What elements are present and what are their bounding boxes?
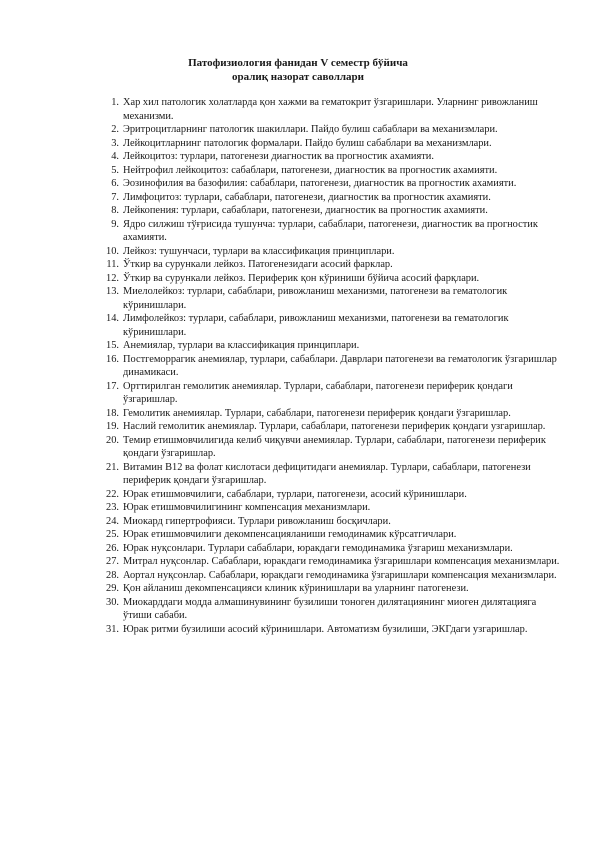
question-number: 5. xyxy=(111,164,119,176)
question-text: Анемиялар, турлари ва классификация принциплари. xyxy=(123,340,360,351)
list-item xyxy=(100,623,560,637)
question-number: 14. xyxy=(106,313,119,324)
list-item xyxy=(100,218,560,245)
question-number: 4. xyxy=(111,151,119,162)
question-number: 21. xyxy=(106,461,119,473)
list-item xyxy=(100,258,560,272)
question-number: 26. xyxy=(106,542,119,554)
question-text: Лейкопения: турлари, сабаблари, патогенези, диагностик ва прогностик ахамияти. xyxy=(123,205,488,216)
question-text: Миокарддаги моддa алмашинувининг бузилиши тоноген дилятациянинг миоген дилятацияга ўтиши сабаби. xyxy=(123,596,537,621)
document-title xyxy=(0,56,596,84)
list-item xyxy=(100,380,560,407)
question-text: Юрак етишмовчилиги, сабаблари, турлари, патогенези, асосий кўринишлари. xyxy=(123,488,467,500)
list-item xyxy=(100,488,560,502)
question-text: Нейтрофил лейкоцитоз: сабаблари, патогенези, диагностик ва прогностик ахамияти. xyxy=(123,164,498,176)
question-text: Темир етишмовчилигида келиб чиқувчи анемиялар. Турлари, сабаблари, патогенези периферик қондаги ўзгаришлар. xyxy=(123,434,546,459)
list-item xyxy=(100,123,560,137)
question-text: Митрал нуқсонлар. Сабаблари, юракдаги гемодинамика ўзгаришлари компенсация механизмлари. xyxy=(123,556,560,567)
list-item xyxy=(100,177,560,191)
question-text: Эритроцитларнинг патологик шакиллари. Пайдо булиш сабаблари ва механизмлари. xyxy=(123,124,498,135)
list-item xyxy=(100,569,560,583)
list-item xyxy=(100,434,560,461)
question-number: 25. xyxy=(106,529,119,540)
question-number: 11. xyxy=(106,259,119,270)
question-text: Лимфоцитоз: турлари, сабаблари, патогенези, диагностик ва прогностик ахамияти. xyxy=(123,191,491,203)
question-number: 8. xyxy=(111,205,119,216)
question-number: 10. xyxy=(106,245,119,257)
question-number: 18. xyxy=(106,407,119,419)
question-number: 13. xyxy=(106,286,119,297)
list-item xyxy=(100,501,560,515)
question-number: 30. xyxy=(106,596,119,608)
question-text: Хар хил патологик холатларда қон хажми ва гематокрит ўзгаришлари. Уларнинг ривожланиш механизми. xyxy=(123,97,538,122)
question-text: Миелолейкоз: турлари, сабаблари, ривожланиш механизми, патогенези ва гематологик кўринишлари. xyxy=(123,286,508,311)
list-item xyxy=(100,339,560,353)
question-text: Постгеморрагик анемиялар, турлари, сабаблари. Даврлари патогенези ва гематологик ўзгаришлар динамикаси. xyxy=(123,353,557,378)
question-number: 3. xyxy=(111,137,119,149)
question-number: 29. xyxy=(106,583,119,594)
list-item xyxy=(100,596,560,623)
title-line-1: Патофизиология фанидан V семестр бўйича xyxy=(188,57,408,69)
question-number: 31. xyxy=(106,623,119,635)
question-text: Юрак етишмовчилиги декомпенсацияланиши гемодинамик кўрсатгичлари. xyxy=(123,529,457,540)
list-item xyxy=(100,245,560,259)
list-item xyxy=(100,555,560,569)
list-item xyxy=(100,285,560,312)
question-text: Лейкоцитоз: турлари, патогенези диагностик ва прогностик ахамияти. xyxy=(123,151,434,162)
list-item xyxy=(100,542,560,556)
question-number: 7. xyxy=(111,191,119,203)
list-item xyxy=(100,528,560,542)
title-line-2: оралиқ назорат саволлари xyxy=(231,71,365,83)
question-text: Ўткир ва сурункали лейкоз. Периферик қон кўриниши бўйича асосий фарқлари. xyxy=(123,272,480,284)
question-number: 24. xyxy=(106,515,119,527)
question-text: Аортал нуқсонлар. Сабаблари, юракдаги гемодинамика ўзгаришлари компенсация механизмлари. xyxy=(123,569,557,581)
questions-list xyxy=(100,96,560,636)
question-text: Миокард гипертрофияси. Турлари ривожланиш босқичлари. xyxy=(123,515,391,527)
question-text: Орттирилган гемолитик анемиялар. Турлари, сабаблари, патогенези периферик қондаги ўзгаришлар. xyxy=(123,380,513,405)
question-number: 28. xyxy=(106,569,119,581)
question-text: Юрак нуқсонлари. Турлари сабаблари, юракдаги гемодинамика ўзгариш механизмлари. xyxy=(123,542,513,554)
list-item xyxy=(100,164,560,178)
question-number: 27. xyxy=(106,556,119,567)
question-number: 23. xyxy=(106,502,119,513)
list-item xyxy=(100,191,560,205)
question-text: Лейкоцитларнинг патологик формалари. Пайдо булиш сабаблари ва механизмлари. xyxy=(123,137,492,149)
question-text: Юрак ритми бузилиши асосий кўринишлари. Автоматизм бузилиши, ЭКГдаги узгаришлар. xyxy=(123,623,528,635)
question-number: 12. xyxy=(106,272,119,284)
question-text: Лейкоз: тушунчаси, турлари ва классификация принциплари. xyxy=(123,245,395,257)
question-text: Эозинофилия ва базофилия: сабаблари, патогенези, диагностик ва прогностик ахамияти. xyxy=(123,178,517,189)
question-number: 17. xyxy=(106,380,119,392)
list-item xyxy=(100,137,560,151)
question-number: 1. xyxy=(111,97,119,108)
question-text: Қон айланиш декомпенсацияси клиник кўринишлари ва уларнинг патогенези. xyxy=(123,583,469,594)
question-number: 15. xyxy=(106,340,119,351)
question-text: Наслий гемолитик анемиялар. Турлари, сабаблари, патогенези периферик қондаги узгаришлар. xyxy=(123,421,546,432)
list-item xyxy=(100,150,560,164)
list-item xyxy=(100,312,560,339)
question-number: 6. xyxy=(111,178,119,189)
list-item xyxy=(100,420,560,434)
list-item xyxy=(100,515,560,529)
question-number: 19. xyxy=(106,421,119,432)
question-number: 20. xyxy=(106,434,119,446)
question-text: Витамин В12 ва фолат кислотаси дефицитидаги анемиялар. Турлари, сабаблари, патогенези периферик қондаги ўзгаришлар. xyxy=(123,461,531,486)
question-number: 9. xyxy=(111,218,119,230)
list-item xyxy=(100,582,560,596)
question-text: Юрак етишмовчилигининг компенсация механизмлари. xyxy=(123,502,371,513)
list-item xyxy=(100,96,560,123)
question-text: Ядро силжиш тўғрисида тушунча: турлари, сабаблари, патогенези, диагностик ва прогностик ахамияти. xyxy=(123,218,538,243)
question-text: Ўткир ва сурункали лейкоз. Патогенезидаги асосий фарклар. xyxy=(123,259,393,270)
question-number: 22. xyxy=(106,488,119,500)
list-item xyxy=(100,353,560,380)
question-text: Лимфолейкоз: турлари, сабаблари, ривожланиш механизми, патогенези ва гематологик кўринишлари. xyxy=(123,313,509,338)
list-item xyxy=(100,407,560,421)
list-item xyxy=(100,204,560,218)
question-number: 2. xyxy=(111,124,119,135)
question-text: Гемолитик анемиялар. Турлари, сабаблари, патогенези периферик қондаги ўзгаришлар. xyxy=(123,407,511,419)
list-item xyxy=(100,461,560,488)
list-item xyxy=(100,272,560,286)
question-number: 16. xyxy=(106,353,119,365)
